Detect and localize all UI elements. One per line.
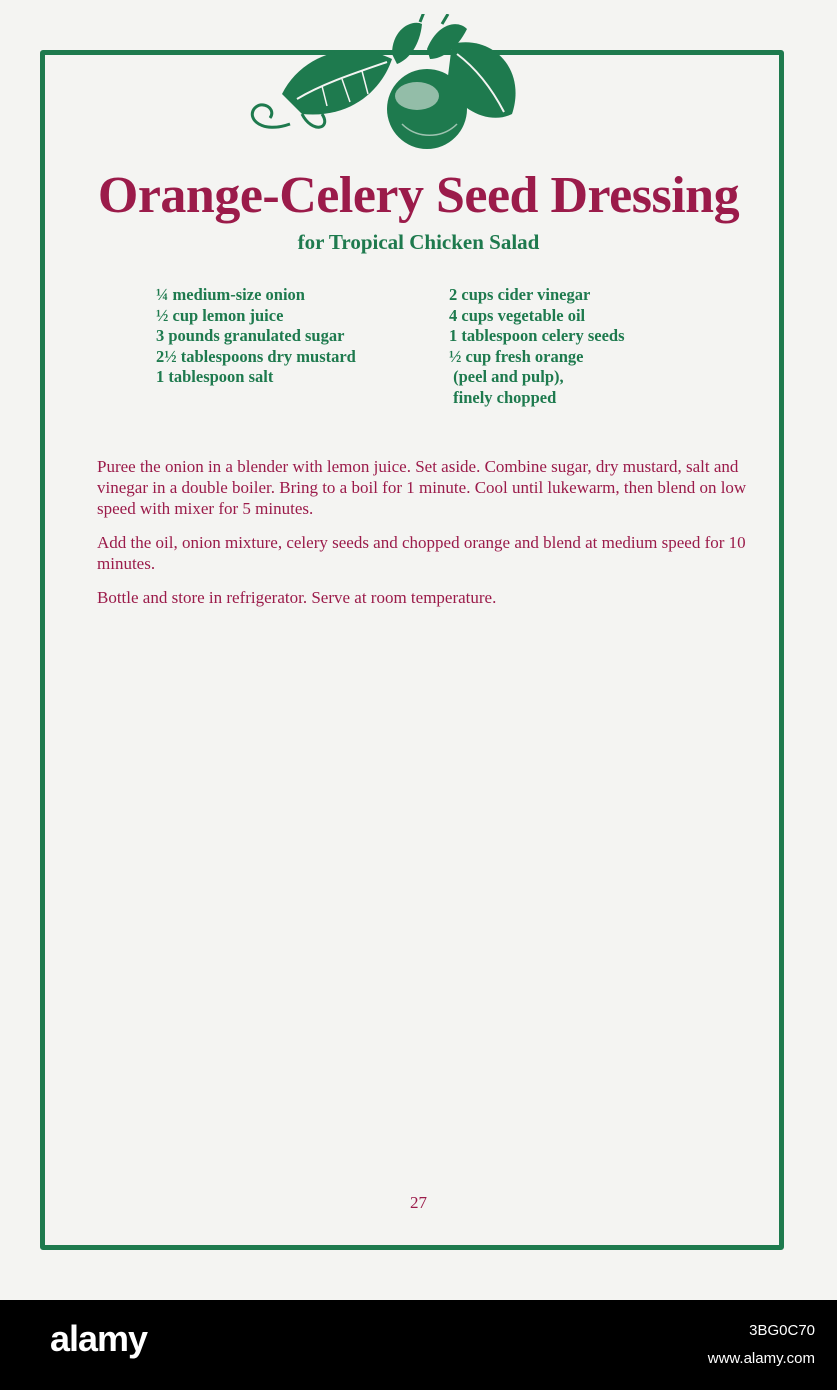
ingredient-item: 4 cups vegetable oil (449, 305, 586, 325)
watermark-footer (0, 1300, 837, 1390)
footer-image-id: 3BG0C70 (749, 1322, 815, 1339)
recipe-title: Orange-Celery Seed Dressing (97, 167, 740, 224)
ingredient-item: 1 tablespoon celery seeds (449, 326, 625, 345)
instruction-paragraph: Bottle and store in refrigerator. Serve at room temperature. (97, 588, 497, 607)
instruction-paragraph: Add the oil, onion mixture, celery seeds and chopped orange and blend at medium speed for 10 minutes. (97, 533, 746, 573)
footer-url: www.alamy.com (707, 1350, 815, 1367)
ingredient-item: 2½ tablespoons dry mustard (156, 346, 356, 366)
fruit-leaves-icon (242, 14, 532, 154)
ingredients-right-column (449, 285, 625, 408)
page-number: 27 (410, 1193, 427, 1212)
ingredient-item: ½ cup lemon juice (156, 305, 284, 325)
ingredient-item: finely chopped (449, 387, 557, 407)
ingredient-item: ¼ medium-size onion (156, 285, 305, 304)
recipe-subtitle: for Tropical Chicken Salad (297, 230, 540, 254)
ingredient-item: 3 pounds granulated sugar (156, 326, 345, 345)
ingredients-left-column (156, 285, 356, 388)
ingredient-item: 2 cups cider vinegar (449, 285, 591, 304)
instruction-paragraph: Puree the onion in a blender with lemon juice. Set aside. Combine sugar, dry mustard, salt and vinegar in a double boiler. Bring to a boil for 1 minute. Cool until lukewarm, then blend on low speed with mixer for 5 minutes. (97, 457, 747, 518)
ingredient-item: (peel and pulp), (449, 367, 564, 386)
ingredient-item: ½ cup fresh orange (449, 346, 584, 366)
footer-logo: alamy (50, 1318, 148, 1359)
recipe-instructions (97, 456, 747, 621)
ingredient-item: 1 tablespoon salt (156, 367, 274, 386)
